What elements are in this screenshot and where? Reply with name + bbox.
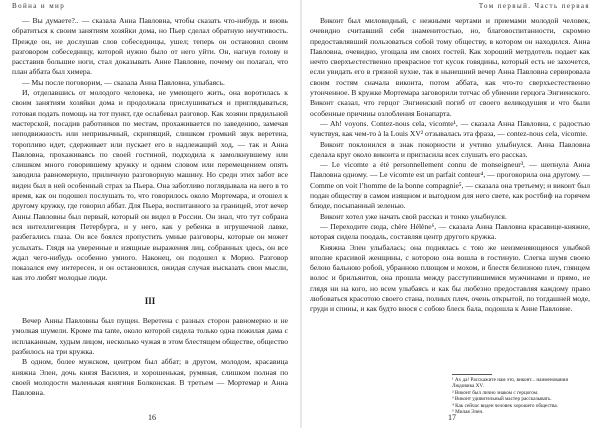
footnote: ² Виконт был лично знаком с герцогом.: [452, 389, 539, 396]
paragraph: — Ah! voyons. Contez-nous cela, vicomte¹, — сказала Анна Павловна, с радостью чувствуя, как чем-то à la Louis XV² отзывалась эта фраза, — contez-nous cela, vicomte.: [310, 118, 590, 139]
page-number-right: 17: [448, 413, 456, 422]
paragraph: И, отделавшись от молодого человека, не умеющего жить, она воротилась к своим занятиям хозяйки дома и продолжала прислушиваться и приглядываться, готовая подать помощь на тот пункт, где ослабевал разговор. Как хозяин прядильной мастерской, посадив работников по местам, прохаживается по заведению, замечая неподвижность или непривычный, скрипящий, слишком громкий звук веретена, торопливо идет, сдерживает или пускает его в надлежащий ход, — так и Анна Павловна, прохаживаясь по своей гостиной, подходила к замолкнувшему или слишком много говорившему кружку и одним словом или перемещением опять заводила равномерную, приличную разговорную машину. Но среди этих забот все виден был в ней особенный страх за Пьера. Она заботливо поглядывала на него в то время, как он подошел послушать то, что говорилось около Мортемара, и отошел к другому кружку, где говорил аббат. Для Пьера, воспитанного за границей, этот вечер Анны Павловны был первый, который он видел в России. Он знал, что тут собрана вся интеллигенция Петербурга, и у него, как у ребенка в игрушечной лавке, разбегались глаза. Он все боялся пропустить умные разговоры, которые он может услыхать. Глядя на уверенные и изящные выражения лиц, собранных здесь, он все ждал чего-нибудь особенно умного. Наконец, он подошел к Морио. Разговор показался ему интересен, и он остановился, ожидая случая высказать свои мысли, как это любят молодые люди.: [12, 88, 288, 283]
right-page-body: [310, 16, 590, 315]
running-head-left: Война и мир: [12, 2, 66, 10]
paragraph: — Мы после поговорим, — сказала Анна Павловна, улыбаясь.: [22, 77, 225, 87]
paragraph: Княжна Элен улыбалась; она поднялась с тою же неизменяющеюся улыбкой вполне красивой женщины, с которою она вошла в гостиную. Слегка шумя своею белою бальною робой, убранною плющом и мохом, и блестя белизною плеч, глянцем волос и брильянтов, она прошла между расступившимися мужчинами и прямо, не глядя ни на кого, но всем улыбаясь и как бы любезно предоставляя каждому право любоваться красотою своего стана, полных плеч, очень открытой, по тогдашней моде, груди и спины, и как будто внося с собою блеск бала, подошла к Анне Павловне.: [310, 242, 590, 314]
paragraph: Вечер Анны Павловны был пущен. Веретена с разных сторон равномерно и не умолкая шумели. Кроме ma tante, около которой сидела только одна пожилая дама с исплаканным, худым лицом, несколько чужая в этом блестящем обществе, общество разбилось на три кружка.: [12, 316, 288, 356]
left-page-body: [12, 16, 288, 398]
footnote: ⁴ Как сейчас виден человек хорошего общества.: [452, 402, 559, 409]
paragraph: Виконт хотел уже начать свой рассказ и тонко улыбнулся.: [320, 211, 507, 221]
footnotes: [452, 374, 590, 415]
paragraph: Виконт поклонился в знак покорности и учтиво улыбнулся. Анна Павловна сделала круг около виконта и пригласила всех слушать его рассказ.: [310, 139, 590, 159]
chapter-number: III: [144, 295, 156, 306]
paragraph: — Вы думаете?.. — сказала Анна Павловна, чтобы сказать что-нибудь и вновь обратиться к своим занятиям хозяйки дома, но Пьер сделал обратную неучтивость. Прежде он, не дослушав слов собеседницы, ушел; теперь он остановил своим разговором собеседницу, которой нужно было от него уйти. Он, нагнув голову и расставив большие ноги, стал доказывать Анне Павловне, почему он полагал, что план аббата был химера.: [12, 16, 288, 77]
running-head-right: Том первый. Часть первая: [478, 2, 590, 10]
paragraph: В одном, более мужском, центром был аббат; в другом, молодом, красавица княжна Элен, дочь князя Василия, и хорошенькая, румяная, слишком полная по своей молодости маленькая княгиня Болконская. В третьем — Мортемар и Анна Павловна.: [12, 357, 288, 398]
footnote-rule: [452, 374, 492, 375]
footnote: ¹ Ах да! Расскажите нам это, виконт... наименования Людовика XV.: [452, 377, 568, 390]
paragraph: — Переходите сюда, chère Hélène⁶, — сказала Анна Павловна красавице-княжне, которая сидела поодаль, составляя центр другого кружка.: [310, 221, 590, 242]
paragraph: — Le vicomte a été personnellement connu de monseigneur³, — шепнула Анна Павловна одному. — Le vicomte est un parfait conteur⁴, — проговорила она другому. — Comme on voit l’homme de la bonne compagnie⁵, — сказала она третьему; и виконт был подан обществу в самом изящном и выгодном для него свете, как ростбиф на горячем блюде, посыпанный зеленью.: [310, 160, 590, 211]
footnote: ⁵ Милая Элен.: [452, 409, 484, 416]
paragraph: Виконт был миловидный, с нежными чертами и приемами молодой человек, очевидно считавший себя знаменитостью, но, благовоспитанности, скромно предоставлявший пользоваться собой тому обществу, в котором он находился. Анна Павловна, очевидно, угощала им своих гостей. Как хороший метрдотель подает как нечто сверхъестественно прекрасное тот кусок говядины, который есть не захочется, если увидать его в грязной кухне, так в нынешний вечер Анна Павловна сервировала своим гостям сначала виконта, потом аббата, как что-то сверхъестественно утонченное. В кружке Мортемара заговорили тотчас об убиении герцога Энгиенского. Виконт сказал, что герцог Энгиенский погиб от своего великодушия и что были особенные причины озлобления Бонапарта.: [310, 16, 590, 118]
footnote: ³ Виконт удивительный мастер рассказывать.: [452, 396, 552, 403]
right-page: [302, 0, 600, 428]
page-number-left: 16: [148, 413, 156, 422]
